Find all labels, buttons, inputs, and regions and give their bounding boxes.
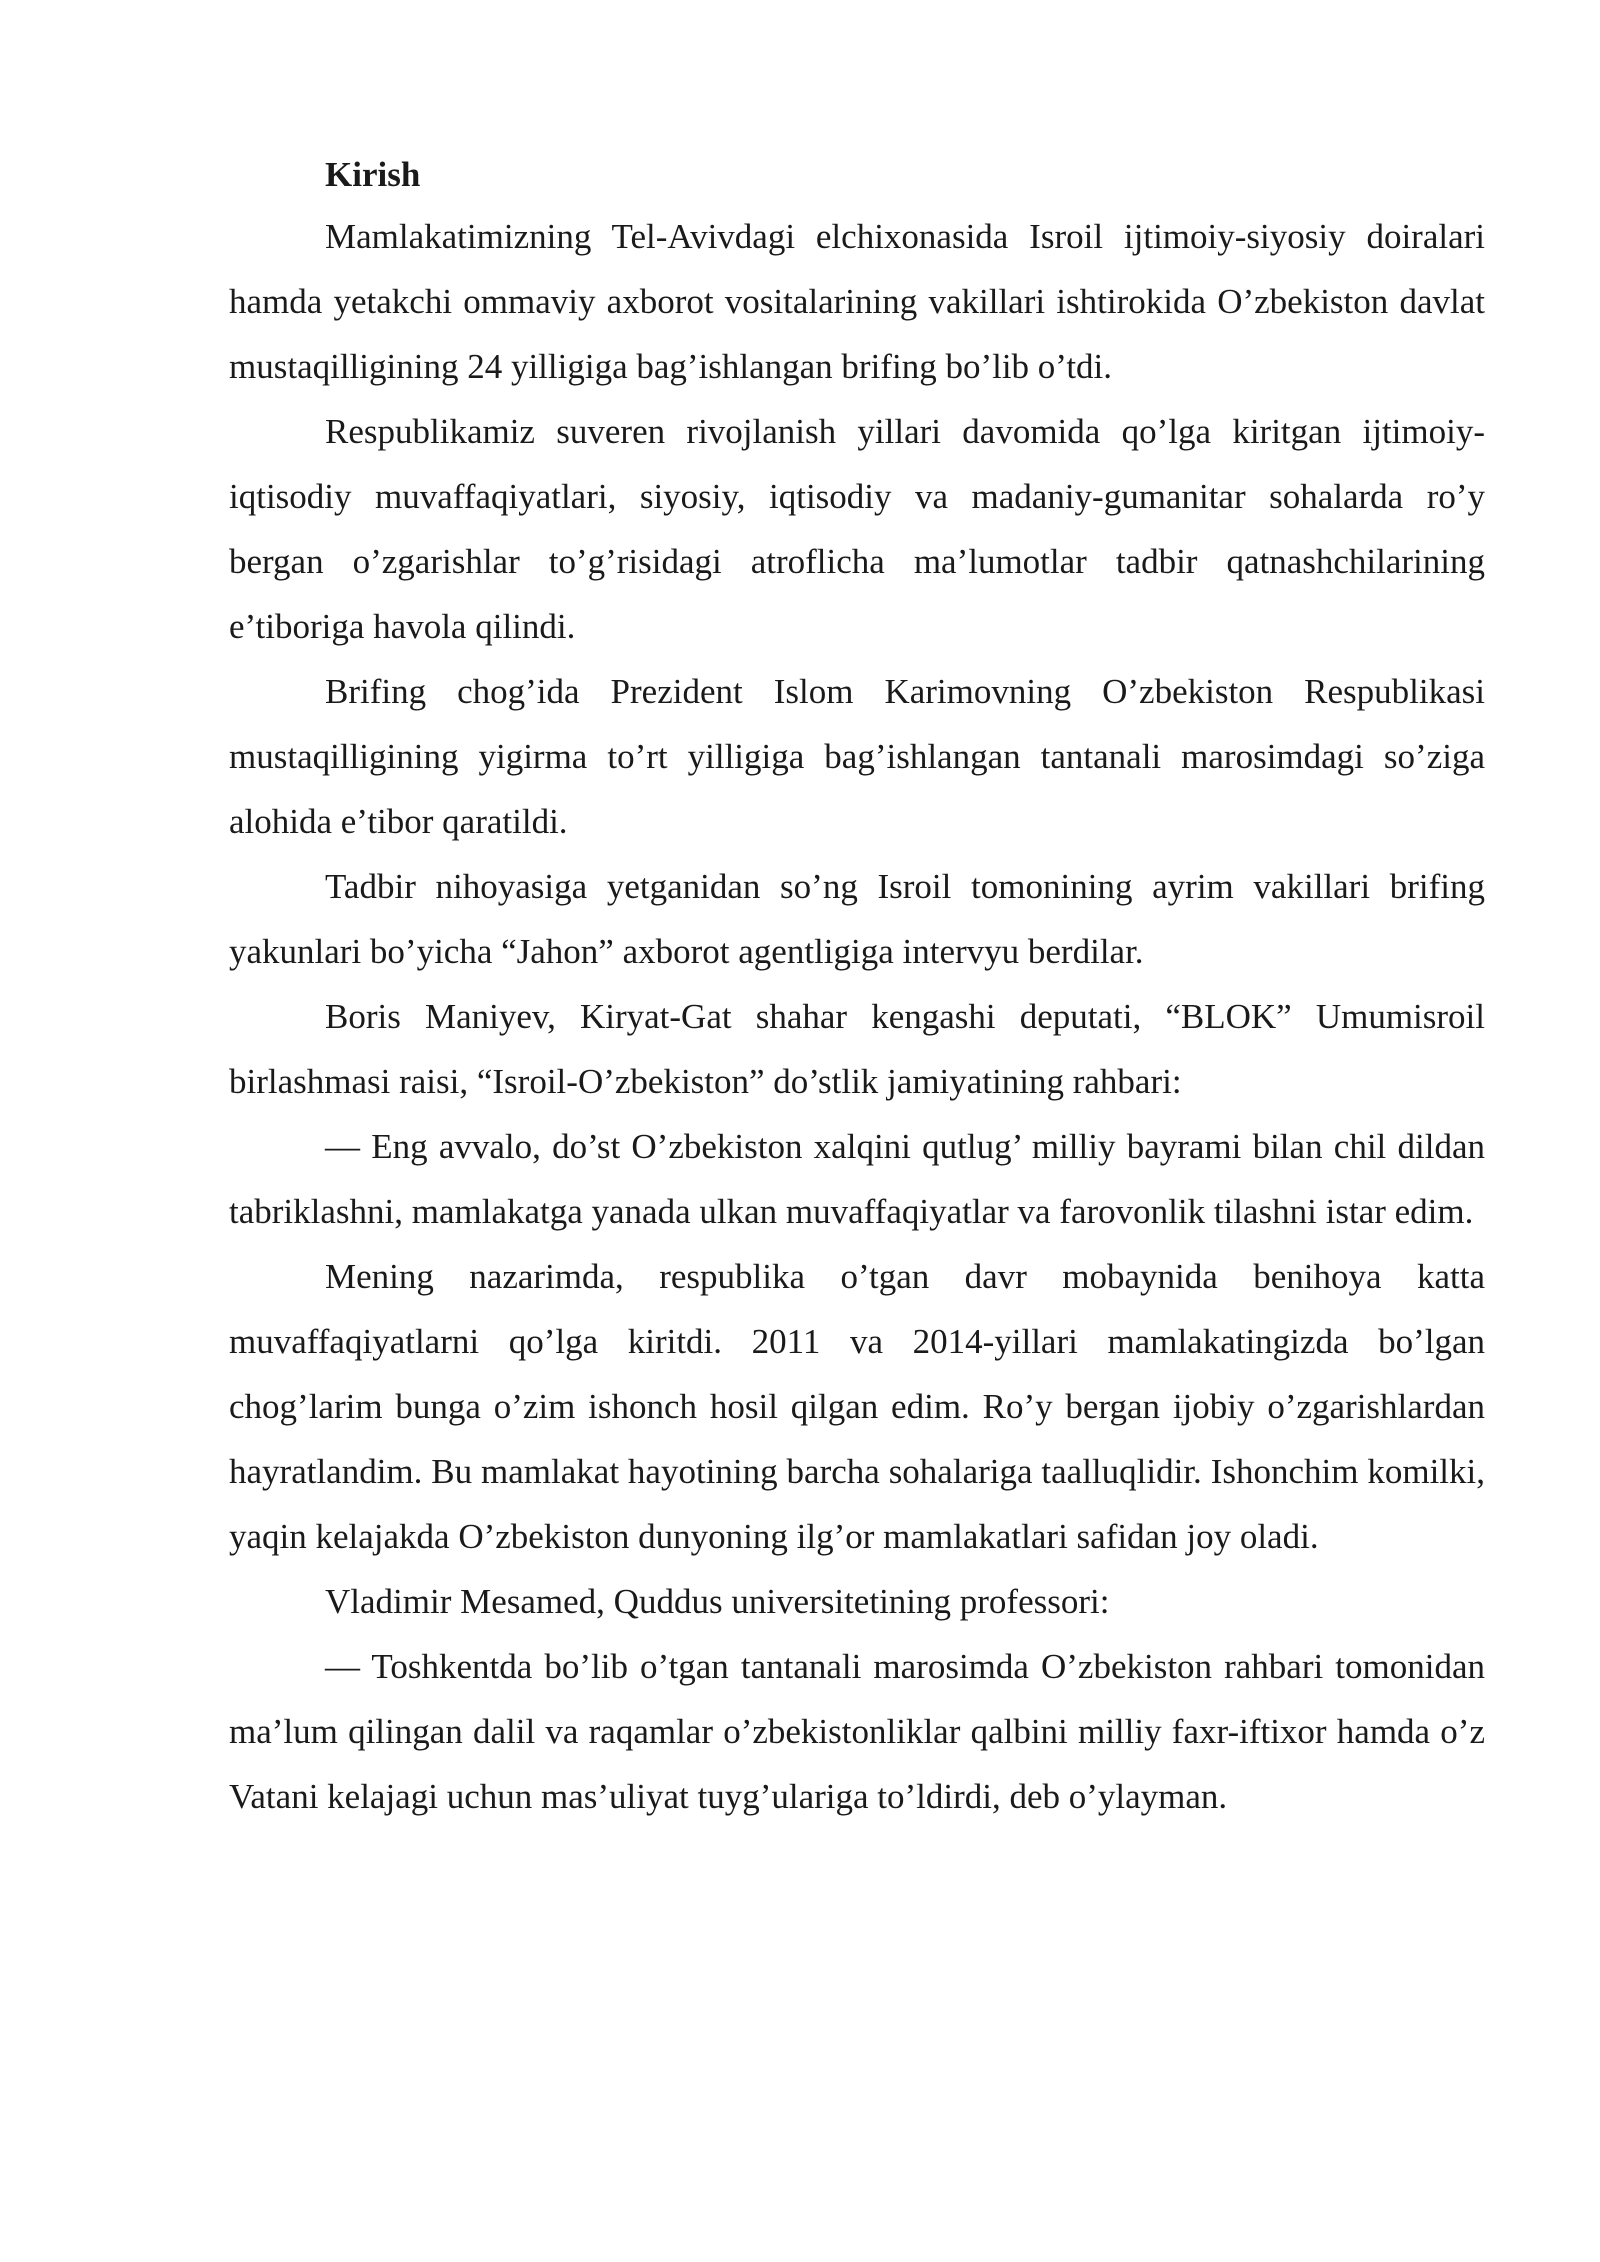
paragraph-briefing-speech: Brifing chog’ida Prezident Islom Karimovning O’zbekiston Respublikasi mustaqilligining yigirma to’rt yilligiga bag’ishlangan tantanali marosimdagi so’ziga alohida e’tibor qaratildi.	[229, 672, 1485, 841]
paragraph-quote-mesamed: — Toshkentda bo’lib o’tgan tantanali marosimda O’zbekiston rahbari tomonidan ma’lum qilingan dalil va raqamlar o’zbekistonliklar qalbini milliy faxr-iftixor hamda o’z Vatani kelajagi uchun mas’uliyat tuyg’ulariga to’ldirdi, deb o’ylayman.	[229, 1647, 1485, 1816]
paragraph-intro: Mamlakatimizning Tel-Avivdagi elchixonasida Isroil ijtimoiy-siyosiy doiralari hamda yetakchi ommaviy axborot vositalarining vakillari ishtirokida O’zbekiston davlat mustaqilligining 24 yilligiga bag’ishlangan brifing bo’lib o’tdi.	[229, 217, 1485, 386]
paragraph-opinion-maniyev: Mening nazarimda, respublika o’tgan davr mobaynida benihoya katta muvaffaqiyatlarni qo’lga kiritdi. 2011 va 2014-yillari mamlakatingizda bo’lgan chog’larim bunga o’zim ishonch hosil qilgan edim. Ro’y bergan ijobiy o’zgarishlardan hayratlandim. Bu mamlakat hayotining barcha sohalariga taalluqlidir. Ishonchim komilki, yaqin kelajakda O’zbekiston dunyoning ilg’or mamlakatlari safidan joy oladi.	[229, 1257, 1485, 1556]
section-heading: Kirish	[325, 155, 421, 194]
paragraph-interviews: Tadbir nihoyasiga yetganidan so’ng Isroil tomonining ayrim vakillari brifing yakunlari bo’yicha “Jahon” axborot agentligiga intervyu berdilar.	[229, 867, 1485, 971]
paragraph-speaker-mesamed: Vladimir Mesamed, Quddus universitetining professori:	[325, 1582, 1110, 1621]
paragraph-achievements: Respublikamiz suveren rivojlanish yillari davomida qo’lga kiritgan ijtimoiy-iqtisodiy muvaffaqiyatlari, siyosiy, iqtisodiy va madaniy-gumanitar sohalarda ro’y bergan o’zgarishlar to’g’risidagi atroflicha ma’lumotlar tadbir qatnashchilarining e’tiboriga havola qilindi.	[229, 412, 1485, 646]
paragraph-speaker-maniyev: Boris Maniyev, Kiryat-Gat shahar kengashi deputati, “BLOK” Umumisroil birlashmasi raisi, “Isroil-O’zbekiston” do’stlik jamiyatining rahbari:	[229, 997, 1485, 1101]
paragraph-quote-maniyev: — Eng avvalo, do’st O’zbekiston xalqini qutlug’ milliy bayrami bilan chil dildan tabriklashni, mamlakatga yanada ulkan muvaffaqiyatlar va farovonlik tilashni istar edim.	[229, 1127, 1485, 1231]
document-body	[229, 146, 1485, 1829]
